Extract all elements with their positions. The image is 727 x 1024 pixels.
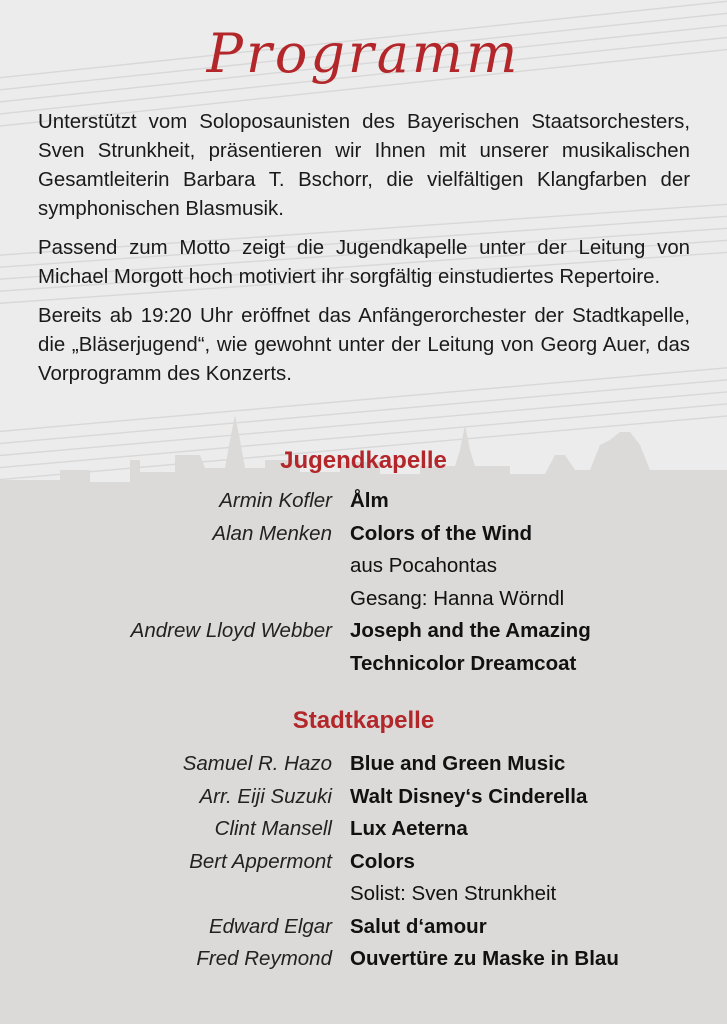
intro-text [38, 108, 690, 399]
program-row [0, 550, 727, 583]
work-title: Technicolor Dreamcoat [350, 651, 577, 675]
work-detail: Gesang: Hanna Wörndl [350, 586, 565, 610]
program-row [0, 748, 727, 781]
work-title: Walt Disney‘s Cinderella [350, 784, 588, 808]
work-detail: aus Pocahontas [350, 554, 498, 578]
composer: Samuel R. Hazo [182, 752, 332, 776]
program-row [0, 813, 727, 846]
composer: Bert Appermont [189, 849, 332, 873]
program-row [0, 878, 727, 911]
program-row [0, 583, 727, 616]
composer: Arr. Eiji Suzuki [199, 784, 332, 808]
program-row [0, 846, 727, 879]
work-title: Ouvertüre zu Maske in Blau [350, 947, 619, 971]
program-row [0, 911, 727, 944]
work-title: Ålm [350, 489, 389, 513]
intro-paragraph: Passend zum Motto zeigt die Jugendkapelle unter der Leitung von Michael Morgott hoch motiviert ihr sorgfältig einstudiertes Repertoire. [38, 237, 690, 288]
program-row [0, 518, 727, 551]
composer: Edward Elgar [208, 914, 332, 938]
program-row [0, 485, 727, 518]
composer: Clint Mansell [214, 817, 332, 841]
work-title: Salut d‘amour [350, 914, 487, 938]
page-title: Programm [206, 22, 521, 85]
program-list-stadtkapelle [0, 748, 727, 976]
program-row [0, 615, 727, 648]
composer: Andrew Lloyd Webber [130, 619, 332, 643]
section-heading-jugendkapelle: Jugendkapelle [280, 447, 447, 474]
composer: Fred Reymond [196, 947, 332, 971]
work-title: Colors [350, 849, 415, 873]
intro-paragraph: Unterstützt vom Soloposaunisten des Bayerischen Staatsorchesters, Sven Strunkheit, präsentieren wir Ihnen mit unserer musikalischen Gesamtleiterin Barbara T. Bschorr, die vielfältigen Klangfarben der symphonischen Blasmusik. [38, 111, 690, 220]
program-row [0, 943, 727, 976]
program-row [0, 781, 727, 814]
composer: Alan Menken [212, 521, 332, 545]
intro-paragraph: Bereits ab 19:20 Uhr eröffnet das Anfängerorchester der Stadtkapelle, die „Bläserjugend“, wie gewohnt unter der Leitung von Georg Auer, das Vorprogramm des Konzerts. [38, 305, 690, 385]
work-title: Joseph and the Amazing [350, 619, 591, 643]
work-title: Blue and Green Music [350, 752, 566, 776]
program-list-jugendkapelle [0, 485, 727, 680]
program-row [0, 648, 727, 681]
composer: Armin Kofler [219, 489, 332, 513]
section-heading-stadtkapelle: Stadtkapelle [292, 707, 435, 734]
work-detail: Solist: Sven Strunkheit [350, 882, 557, 906]
work-title: Colors of the Wind [350, 521, 533, 545]
work-title: Lux Aeterna [350, 817, 468, 841]
